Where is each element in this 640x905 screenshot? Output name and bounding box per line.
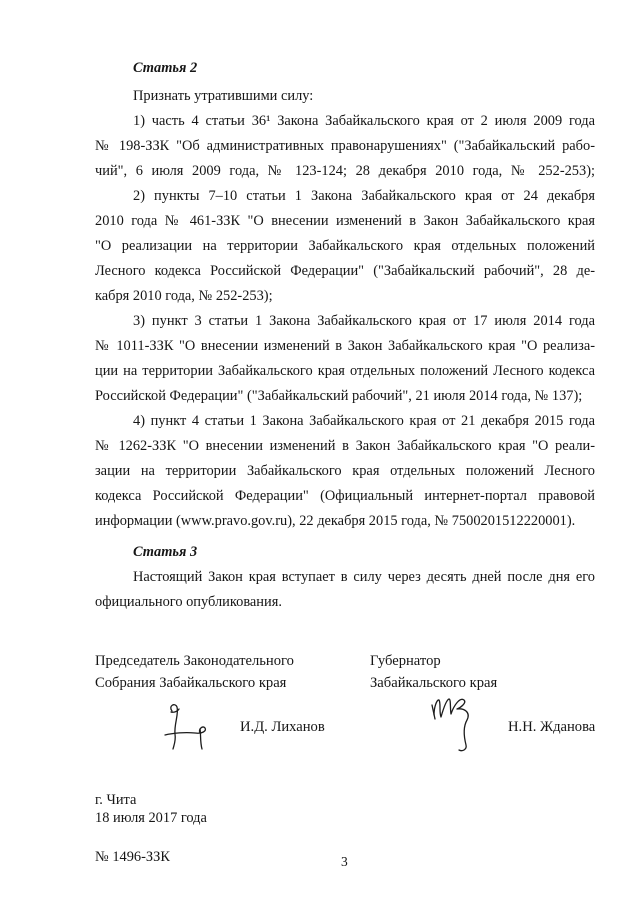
item-2-line-2: 2010 года № 461-ЗЗК "О внесении изменений в Закон Забайкальского края bbox=[95, 213, 595, 229]
article-2-body bbox=[95, 84, 595, 534]
law-number: № 1496-ЗЗК bbox=[95, 849, 170, 865]
item-2-line-3: "О реализации на территории Забайкальского края отдельных положений bbox=[95, 238, 595, 254]
item-4-line-3: зации на территории Забайкальского края отдельных положений Лесного bbox=[95, 463, 595, 479]
item-4-line-5: информации (www.pravo.gov.ru), 22 декабря 2015 года, № 7500201512220001). bbox=[95, 513, 576, 529]
repealed-item-2 bbox=[95, 184, 595, 309]
item-3-line-2: № 1011-ЗЗК "О внесении изменений в Закон Забайкальского края "О реализа- bbox=[95, 338, 595, 354]
item-1-line-2: № 198-ЗЗК "Об административных правонарушениях" ("Забайкальский рабо- bbox=[95, 138, 595, 154]
right-signatory-title bbox=[370, 650, 497, 694]
signing-place: г. Чита bbox=[95, 792, 137, 808]
item-4-line-2: № 1262-ЗЗК "О внесении изменений в Закон Забайкальского края "О реали- bbox=[95, 438, 595, 454]
item-3-line-3: ции на территории Забайкальского края отдельных положений Лесного кодекса bbox=[95, 363, 595, 379]
item-4-line-1: 4) пункт 4 статьи 1 Закона Забайкальского края от 21 декабря 2015 года bbox=[133, 413, 595, 429]
left-signatory-name: И.Д. Лиханов bbox=[240, 719, 325, 735]
left-title-line-2: Собрания Забайкальского края bbox=[95, 675, 287, 691]
article-3-body bbox=[95, 565, 595, 615]
left-signatory-title bbox=[95, 650, 294, 694]
right-handwritten-signature bbox=[428, 694, 486, 754]
page-number: 3 bbox=[341, 854, 348, 869]
repealed-item-3 bbox=[95, 309, 595, 409]
left-handwritten-signature bbox=[160, 702, 216, 752]
right-title-line-2: Забайкальского края bbox=[370, 675, 498, 691]
item-1-line-3: чий", 6 июля 2009 года, № 123-124; 28 декабря 2010 года, № 252-253); bbox=[95, 163, 595, 179]
article-2-intro: Признать утратившими силу: bbox=[133, 88, 314, 104]
right-title-line-1: Губернатор bbox=[370, 653, 441, 669]
item-1-line-1: 1) часть 4 статьи 36¹ Закона Забайкальского края от 2 июля 2009 года bbox=[133, 113, 595, 129]
item-2-line-4: Лесного кодекса Российской Федерации" ("Забайкальский рабочий", 28 де- bbox=[95, 263, 595, 279]
left-title-line-1: Председатель Законодательного bbox=[95, 653, 294, 669]
repealed-item-4 bbox=[95, 409, 595, 534]
article-2-heading: Статья 2 bbox=[133, 60, 198, 76]
item-4-line-4: кодекса Российской Федерации" (Официальный интернет-портал правовой bbox=[95, 488, 595, 504]
item-3-line-1: 3) пункт 3 статьи 1 Закона Забайкальского края от 17 июля 2014 года bbox=[133, 313, 595, 329]
item-2-line-5: кабря 2010 года, № 252-253); bbox=[95, 288, 273, 304]
item-2-line-1: 2) пункты 7–10 статьи 1 Закона Забайкальского края от 24 декабря bbox=[133, 188, 595, 204]
right-signatory-name: Н.Н. Жданова bbox=[508, 719, 596, 735]
signing-date: 18 июля 2017 года bbox=[95, 810, 207, 826]
article-3-line-2: официального опубликования. bbox=[95, 594, 282, 610]
item-3-line-4: Российской Федерации" ("Забайкальский рабочий", 21 июля 2014 года, № 137); bbox=[95, 388, 583, 404]
article-3-line-1: Настоящий Закон края вступает в силу через десять дней после дня его bbox=[133, 569, 595, 585]
repealed-item-1 bbox=[95, 109, 595, 184]
article-3-heading: Статья 3 bbox=[133, 544, 198, 560]
